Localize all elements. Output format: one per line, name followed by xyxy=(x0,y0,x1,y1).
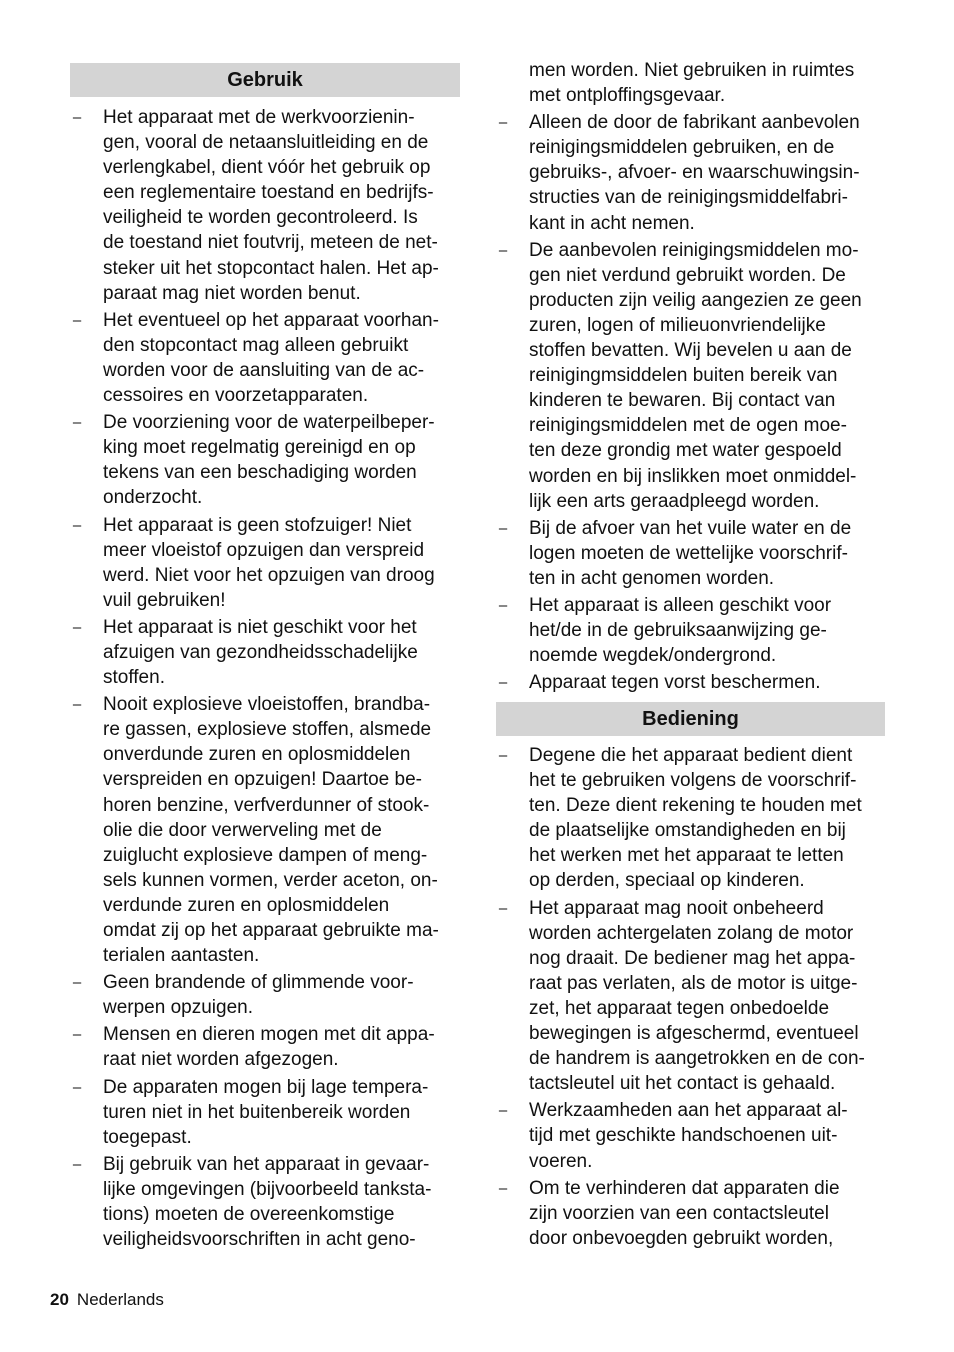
list-item-text: Bij de afvoer van het vuile water en de logen moeten de wettelijke voorschrif- ten in acht genomen worden. xyxy=(529,517,852,589)
list-item-text: Het apparaat is geen stofzuiger! Niet meer vloeistof opzuigen dan verspreid werd. Niet voor het opzuigen van droog vuil gebruiken! xyxy=(103,514,435,611)
list-item xyxy=(496,1176,885,1251)
bullet-dash: – xyxy=(498,241,508,259)
bullet-dash: – xyxy=(72,1026,82,1044)
list-item xyxy=(496,896,885,1097)
bediening-list xyxy=(496,743,885,1253)
bullet-dash: – xyxy=(72,618,82,636)
bullet-dash: – xyxy=(498,747,508,764)
bullet-dash: – xyxy=(72,696,82,714)
bullet-dash: – xyxy=(498,519,508,537)
section-heading-bediening: Bediening xyxy=(496,702,885,736)
list-item xyxy=(496,516,885,591)
gebruik-list-continued xyxy=(496,58,885,697)
bullet-dash: – xyxy=(72,516,82,534)
page-number: 20 xyxy=(50,1290,69,1309)
list-item xyxy=(496,670,885,695)
list-item-text: Apparaat tegen vorst beschermen. xyxy=(529,672,821,694)
page-footer xyxy=(50,1289,164,1311)
bullet-dash: – xyxy=(498,596,508,614)
list-item xyxy=(70,513,460,613)
list-item-text: Degene die het apparaat bedient dient het te gebruiken volgens de voorschrif- ten. Deze dient rekening te houden met de plaatselijke omstandigheden en bij het werken met het apparaat te letten op derden, speciaal op kinderen. xyxy=(529,745,862,892)
bullet-dash: – xyxy=(498,114,508,132)
list-item-text: Mensen en dieren mogen met dit appa- raat niet worden afgezogen. xyxy=(103,1024,435,1071)
list-item-text: Het apparaat is alleen geschikt voor het/de in de gebruiksaanwijzing ge- noemde wegdek/ondergrond. xyxy=(529,594,832,667)
list-item-text: De voorziening voor de waterpeilbeper- king moet regelmatig gereinigd en op tekens van een beschadiging worden onderzocht. xyxy=(103,412,435,509)
bullet-dash: – xyxy=(72,1155,82,1173)
section-heading-gebruik: Gebruik xyxy=(70,63,460,97)
list-item-text: Werkzaamheden aan het apparaat al- tijd met geschikte handschoenen uit- voeren. xyxy=(529,1100,848,1172)
list-item-text: Bij gebruik van het apparaat in gevaar- lijke omgevingen (bijvoorbeeld tanksta- tions) moeten de overeenkomstige veiligheidsvoorschriften in acht geno- xyxy=(103,1153,432,1251)
list-item-text: Nooit explosieve vloeistoffen, brandba- re gassen, explosieve stoffen, alsmede onverdunde zuren en oplosmiddelen verspreiden en opzuigen! Daartoe be- horen benzine, verfverdunner of stook- olie die door verwerveling met de zuiglucht explosieve dampen of meng- sels kunnen vormen, verder aceton, on- verdunde zuren en oplosmiddelen omdat zij op het apparaat gebruikte ma- terialen aantasten. xyxy=(103,694,439,967)
list-item xyxy=(496,743,885,894)
list-item xyxy=(70,1152,460,1252)
list-item-text: De apparaten mogen bij lage tempera- turen niet in het buitenbereik worden toegepast. xyxy=(103,1076,429,1148)
bullet-dash: – xyxy=(72,414,82,432)
gebruik-list xyxy=(70,105,460,1254)
bullet-dash: – xyxy=(498,899,508,917)
footer-language: Nederlands xyxy=(76,1290,164,1309)
continued-text: men worden. Niet gebruiken in ruimtes met ontploffingsgevaar. xyxy=(529,60,855,107)
list-item xyxy=(70,692,460,968)
list-item-text: Het apparaat met de werkvoorzienin- gen, vooral de netaansluitleiding en de verlengkabel, dient vóór het gebruik op een reglementaire toestand en bedrijfs- veiligheid te worden gecontroleerd. Is de toestand niet foutvrij, meteen de net- steker uit het stopcontact halen. Het ap- paraat mag niet worden benut. xyxy=(103,107,439,304)
bullet-dash: – xyxy=(498,1179,508,1197)
bullet-dash: – xyxy=(72,109,82,126)
list-item xyxy=(70,615,460,690)
list-item xyxy=(496,238,885,514)
bullet-dash: – xyxy=(72,311,82,329)
list-item-text: Het eventueel op het apparaat voorhan- den stopcontact mag alleen gebruikt worden voor de aansluiting van de ac- cessoires en voorzetapparaten. xyxy=(103,309,439,407)
list-item xyxy=(496,110,885,235)
list-item xyxy=(70,970,460,1020)
bullet-dash: – xyxy=(498,1102,508,1120)
bullet-dash: – xyxy=(498,674,508,692)
list-item xyxy=(70,1022,460,1072)
list-item xyxy=(496,593,885,668)
list-item-text: Om te verhinderen dat apparaten die zijn voorzien van een contactsleutel door onbevoegden gebruikt worden, xyxy=(529,1177,840,1249)
list-item-text: Het apparaat is niet geschikt voor het afzuigen van gezondheidsschadelijke stoffen. xyxy=(103,616,418,689)
list-item xyxy=(496,1098,885,1173)
bullet-dash: – xyxy=(72,974,82,992)
list-item xyxy=(70,1075,460,1150)
bullet-dash: – xyxy=(72,1078,82,1096)
list-item-text: Het apparaat mag nooit onbeheerd worden achtergelaten zolang de motor nog draait. De bediener mag het appa- raat pas verlaten, als de motor is uitge- zet, het apparaat tegen onbedoelde bewegingen is afgeschermd, eventueel de handrem is aangetrokken en de con- tactsleutel uit het contact is gehaald. xyxy=(529,897,865,1095)
list-item xyxy=(70,308,460,408)
list-item xyxy=(70,105,460,306)
list-item-text: Alleen de door de fabrikant aanbevolen reinigingsmiddelen gebruiken, en de gebruiks-, afvoer- en waarschuwingsin- structies van de reinigingsmiddelfabri- kant in acht nemen. xyxy=(529,112,860,234)
list-item xyxy=(70,410,460,510)
list-item-text: Geen brandende of glimmende voor- werpen opzuigen. xyxy=(103,972,414,1019)
list-item-text: De aanbevolen reinigingsmiddelen mo- gen niet verdund gebruikt worden. De producten zijn veilig aangezien ze geen zuren, logen of milieuonvriendelijke stoffen bevatten. Wij bevelen u aan de reinigingmsiddelen buiten bereik van kinderen te bewaren. Bij contact van reinigingsmiddelen met de ogen moe- ten deze grondig met water gespoeld worden en bij inslikken moet onmiddel- lijk een arts geraadpleegd worden. xyxy=(529,239,862,512)
gebruik-list-continued-items xyxy=(496,110,885,695)
